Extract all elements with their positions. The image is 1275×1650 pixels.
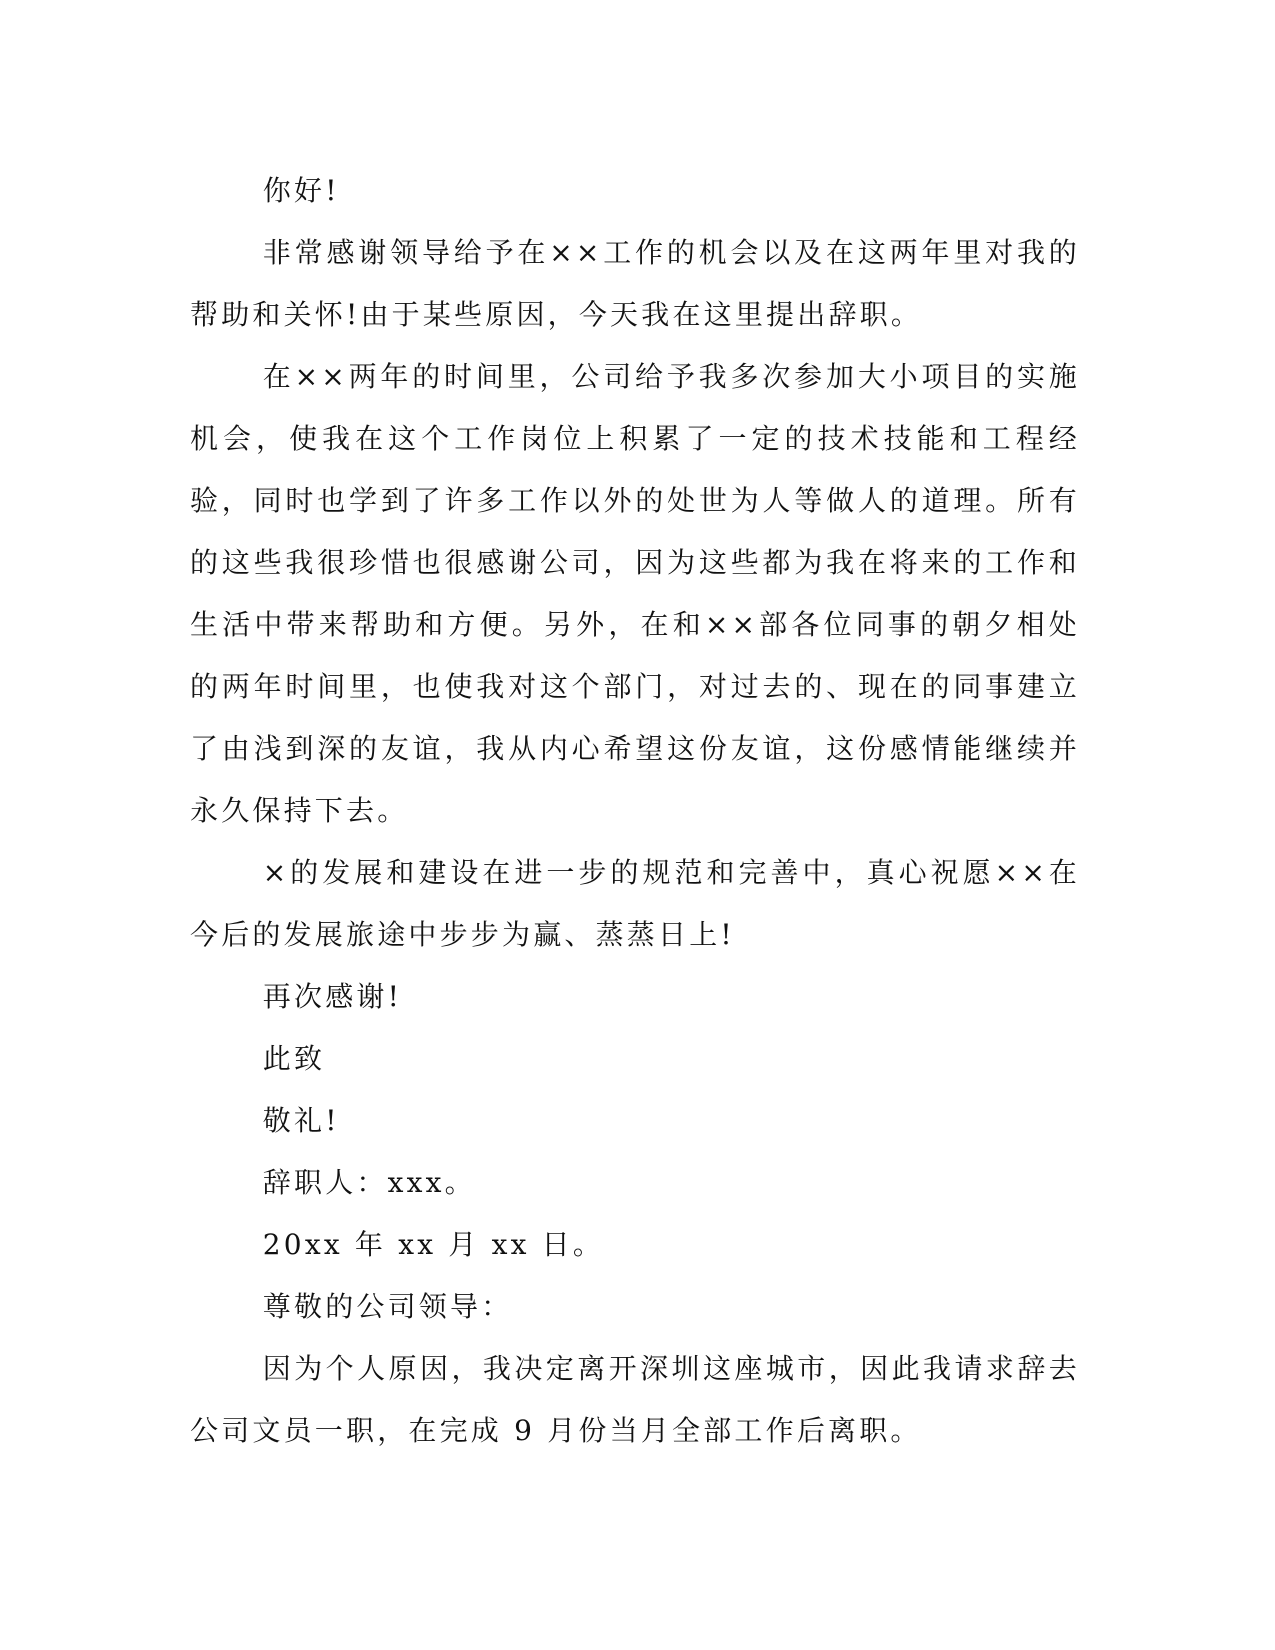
greeting: 你好! [262,174,340,207]
paragraph-experience: 在××两年的时间里，公司给予我多次参加大小项目的实施机会，使我在这个工作岗位上积累了一定的技术技能和工程经验，同时也学到了许多工作以外的处世为人等做人的道理。所有的这些我很珍惜也很感谢公司，因为这些都为我在将来的工作和生活中带来帮助和方便。另外，在和××部各位同事的朝夕相处的两年时间里，也使我对这个部门，对过去的、现在的同事建立了由浅到深的友谊，我从内心希望这份友谊，这份感情能继续并永久保持下去。 [190,360,1080,827]
closing-cizhi: 此致 [262,1042,326,1075]
paragraph-thanks: 非常感谢领导给予在××工作的机会以及在这两年里对我的帮助和关怀!由于某些原因，今天我在这里提出辞职。 [190,236,1080,331]
paragraph-wishes: ×的发展和建设在进一步的规范和完善中，真心祝愿××在今后的发展旅途中步步为赢、蒸蒸日上! [190,856,1080,951]
signature-date: 20xx 年 xx 月 xx 日。 [262,1228,605,1261]
closing-thanks: 再次感谢! [262,980,403,1013]
second-letter-salutation: 尊敬的公司领导： [262,1290,513,1323]
letter-body [190,160,1080,1462]
signature-resigner: 辞职人：xxx。 [262,1166,476,1199]
closing-jingli: 敬礼! [262,1104,340,1137]
second-letter-paragraph: 因为个人原因，我决定离开深圳这座城市，因此我请求辞去公司文员一职，在完成 9 月份当月全部工作后离职。 [190,1352,1080,1447]
